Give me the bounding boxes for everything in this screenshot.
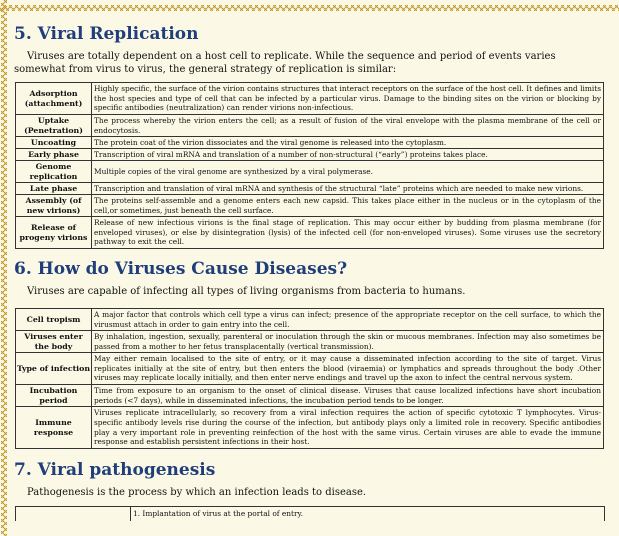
pathogenesis-intro: Pathogenesis is the process by which an infection leads to disease. bbox=[27, 487, 367, 498]
row-description: Viruses replicate intracellularly, so recovery from a viral infection requires the action of specific cytotoxic T lymphocytes. Virus-specific antibody levels rise during the course of the infection, but antibody plays only a limited role in recovery. Specific antibodies play a very important role in preventing reinfection of the host with the same virus. Certain viruses are able to evade the immune response and establish persistent infections in their host. bbox=[92, 407, 604, 449]
row-term: Cell tropism bbox=[16, 309, 92, 331]
decorative-left-border bbox=[0, 0, 8, 536]
table-row bbox=[16, 407, 604, 449]
row-term: Viruses enter the body bbox=[16, 331, 92, 353]
table-row bbox=[16, 137, 604, 149]
row-description: Multiple copies of the viral genome are synthesized by a viral polymerase. bbox=[92, 161, 604, 183]
row-description: Transcription of viral mRNA and translation of a number of non-structural (“early”) proteins takes place. bbox=[92, 149, 604, 161]
table-row bbox=[16, 161, 604, 183]
row-description: Time from exposure to an organism to the onset of clinical disease. Viruses that cause localized infections have short incubation periods (<7 days), while in disseminated infections, the incubation period tends to be longer. bbox=[92, 385, 604, 407]
table-row bbox=[16, 195, 604, 217]
disease-table bbox=[15, 308, 604, 449]
replication-intro: Viruses are totally dependent on a host cell to replicate. While the sequence and period of events varies somewhat from virus to virus, the general strategy of replication is similar: bbox=[14, 51, 556, 75]
row-term: Assembly (of new virions) bbox=[16, 195, 92, 217]
row-description: By inhalation, ingestion, sexually, parenteral or inoculation through the skin or mucous membranes. Infection may also sometimes be passed from a mother to her fetus transplacentally (vertical transmission). bbox=[92, 331, 604, 353]
table-row bbox=[16, 149, 604, 161]
row-term: Late phase bbox=[16, 183, 92, 195]
row-term: Uptake (Penetration) bbox=[16, 115, 92, 137]
table-row bbox=[16, 183, 604, 195]
disease-intro: Viruses are capable of infecting all types of living organisms from bacteria to humans. bbox=[27, 286, 466, 297]
row-term: Incubation period bbox=[16, 385, 92, 407]
empty-cell bbox=[16, 507, 131, 521]
list-item: 1. Implantation of virus at the portal of entry. bbox=[131, 507, 605, 521]
table-row bbox=[16, 385, 604, 407]
row-description: The proteins self-assemble and a genome enters each new capsid. This takes place either in the nucleus or in the cytoplasm of the cell,or sometimes, just beneath the cell surface. bbox=[92, 195, 604, 217]
table-row bbox=[16, 217, 604, 249]
row-description: The process whereby the virion enters the cell; as a result of fusion of the viral envelope with the plasma membrane of the cell or endocytosis. bbox=[92, 115, 604, 137]
pathogenesis-table bbox=[15, 506, 605, 521]
row-description: May either remain localised to the site of entry, or it may cause a disseminated infection according to the site of target. Virus replicates initially at the site of entry, but then enters the blood (viraemia) or lymphatics and spreads throughout the body .Other viruses may replicate locally initially, and then enter nerve endings and travel up the axon to infect the central nervous system. bbox=[92, 353, 604, 385]
row-term: Immune response bbox=[16, 407, 92, 449]
row-description: Release of new infectious virions is the final stage of replication. This may occur either by budding from plasma membrane (for enveloped viruses), or else by disintegration (lysis) of the infected cell (for non-enveloped viruses). Some viruses use the secretory pathway to exit the cell. bbox=[92, 217, 604, 249]
document-content bbox=[14, 18, 604, 521]
table-row bbox=[16, 309, 604, 331]
table-row bbox=[16, 331, 604, 353]
decorative-top-border bbox=[0, 0, 619, 14]
row-term: Genome replication bbox=[16, 161, 92, 183]
row-description: Highly specific, the surface of the virion contains structures that interact receptors on the surface of the host cell. It defines and limits the host species and type of cell that can be infected by a particular virus. Damage to the binding sites on the virion or blocking by specific antibodies (neutralization) can render virions non-infectious. bbox=[92, 83, 604, 115]
row-term: Early phase bbox=[16, 149, 92, 161]
table-row bbox=[16, 353, 604, 385]
row-description: Transcription and translation of viral mRNA and synthesis of the structural “late” proteins which are needed to make new virions. bbox=[92, 183, 604, 195]
section-heading-replication: 5. Viral Replication bbox=[14, 24, 199, 44]
section-heading-pathogenesis: 7. Viral pathogenesis bbox=[14, 460, 216, 480]
replication-table bbox=[15, 82, 604, 249]
row-term: Release of progeny virions bbox=[16, 217, 92, 249]
row-term: Adsorption (attachment) bbox=[16, 83, 92, 115]
row-term: Uncoating bbox=[16, 137, 92, 149]
table-row bbox=[16, 507, 605, 521]
table-row bbox=[16, 115, 604, 137]
row-term: Type of infection bbox=[16, 353, 92, 385]
section-heading-disease: 6. How do Viruses Cause Diseases? bbox=[14, 259, 348, 279]
table-row bbox=[16, 83, 604, 115]
row-description: A major factor that controls which cell type a virus can infect; presence of the appropriate receptor on the cell surface, to which the virusmust attach in order to gain entry into the cell. bbox=[92, 309, 604, 331]
row-description: The protein coat of the virion dissociates and the viral genome is released into the cytoplasm. bbox=[92, 137, 604, 149]
